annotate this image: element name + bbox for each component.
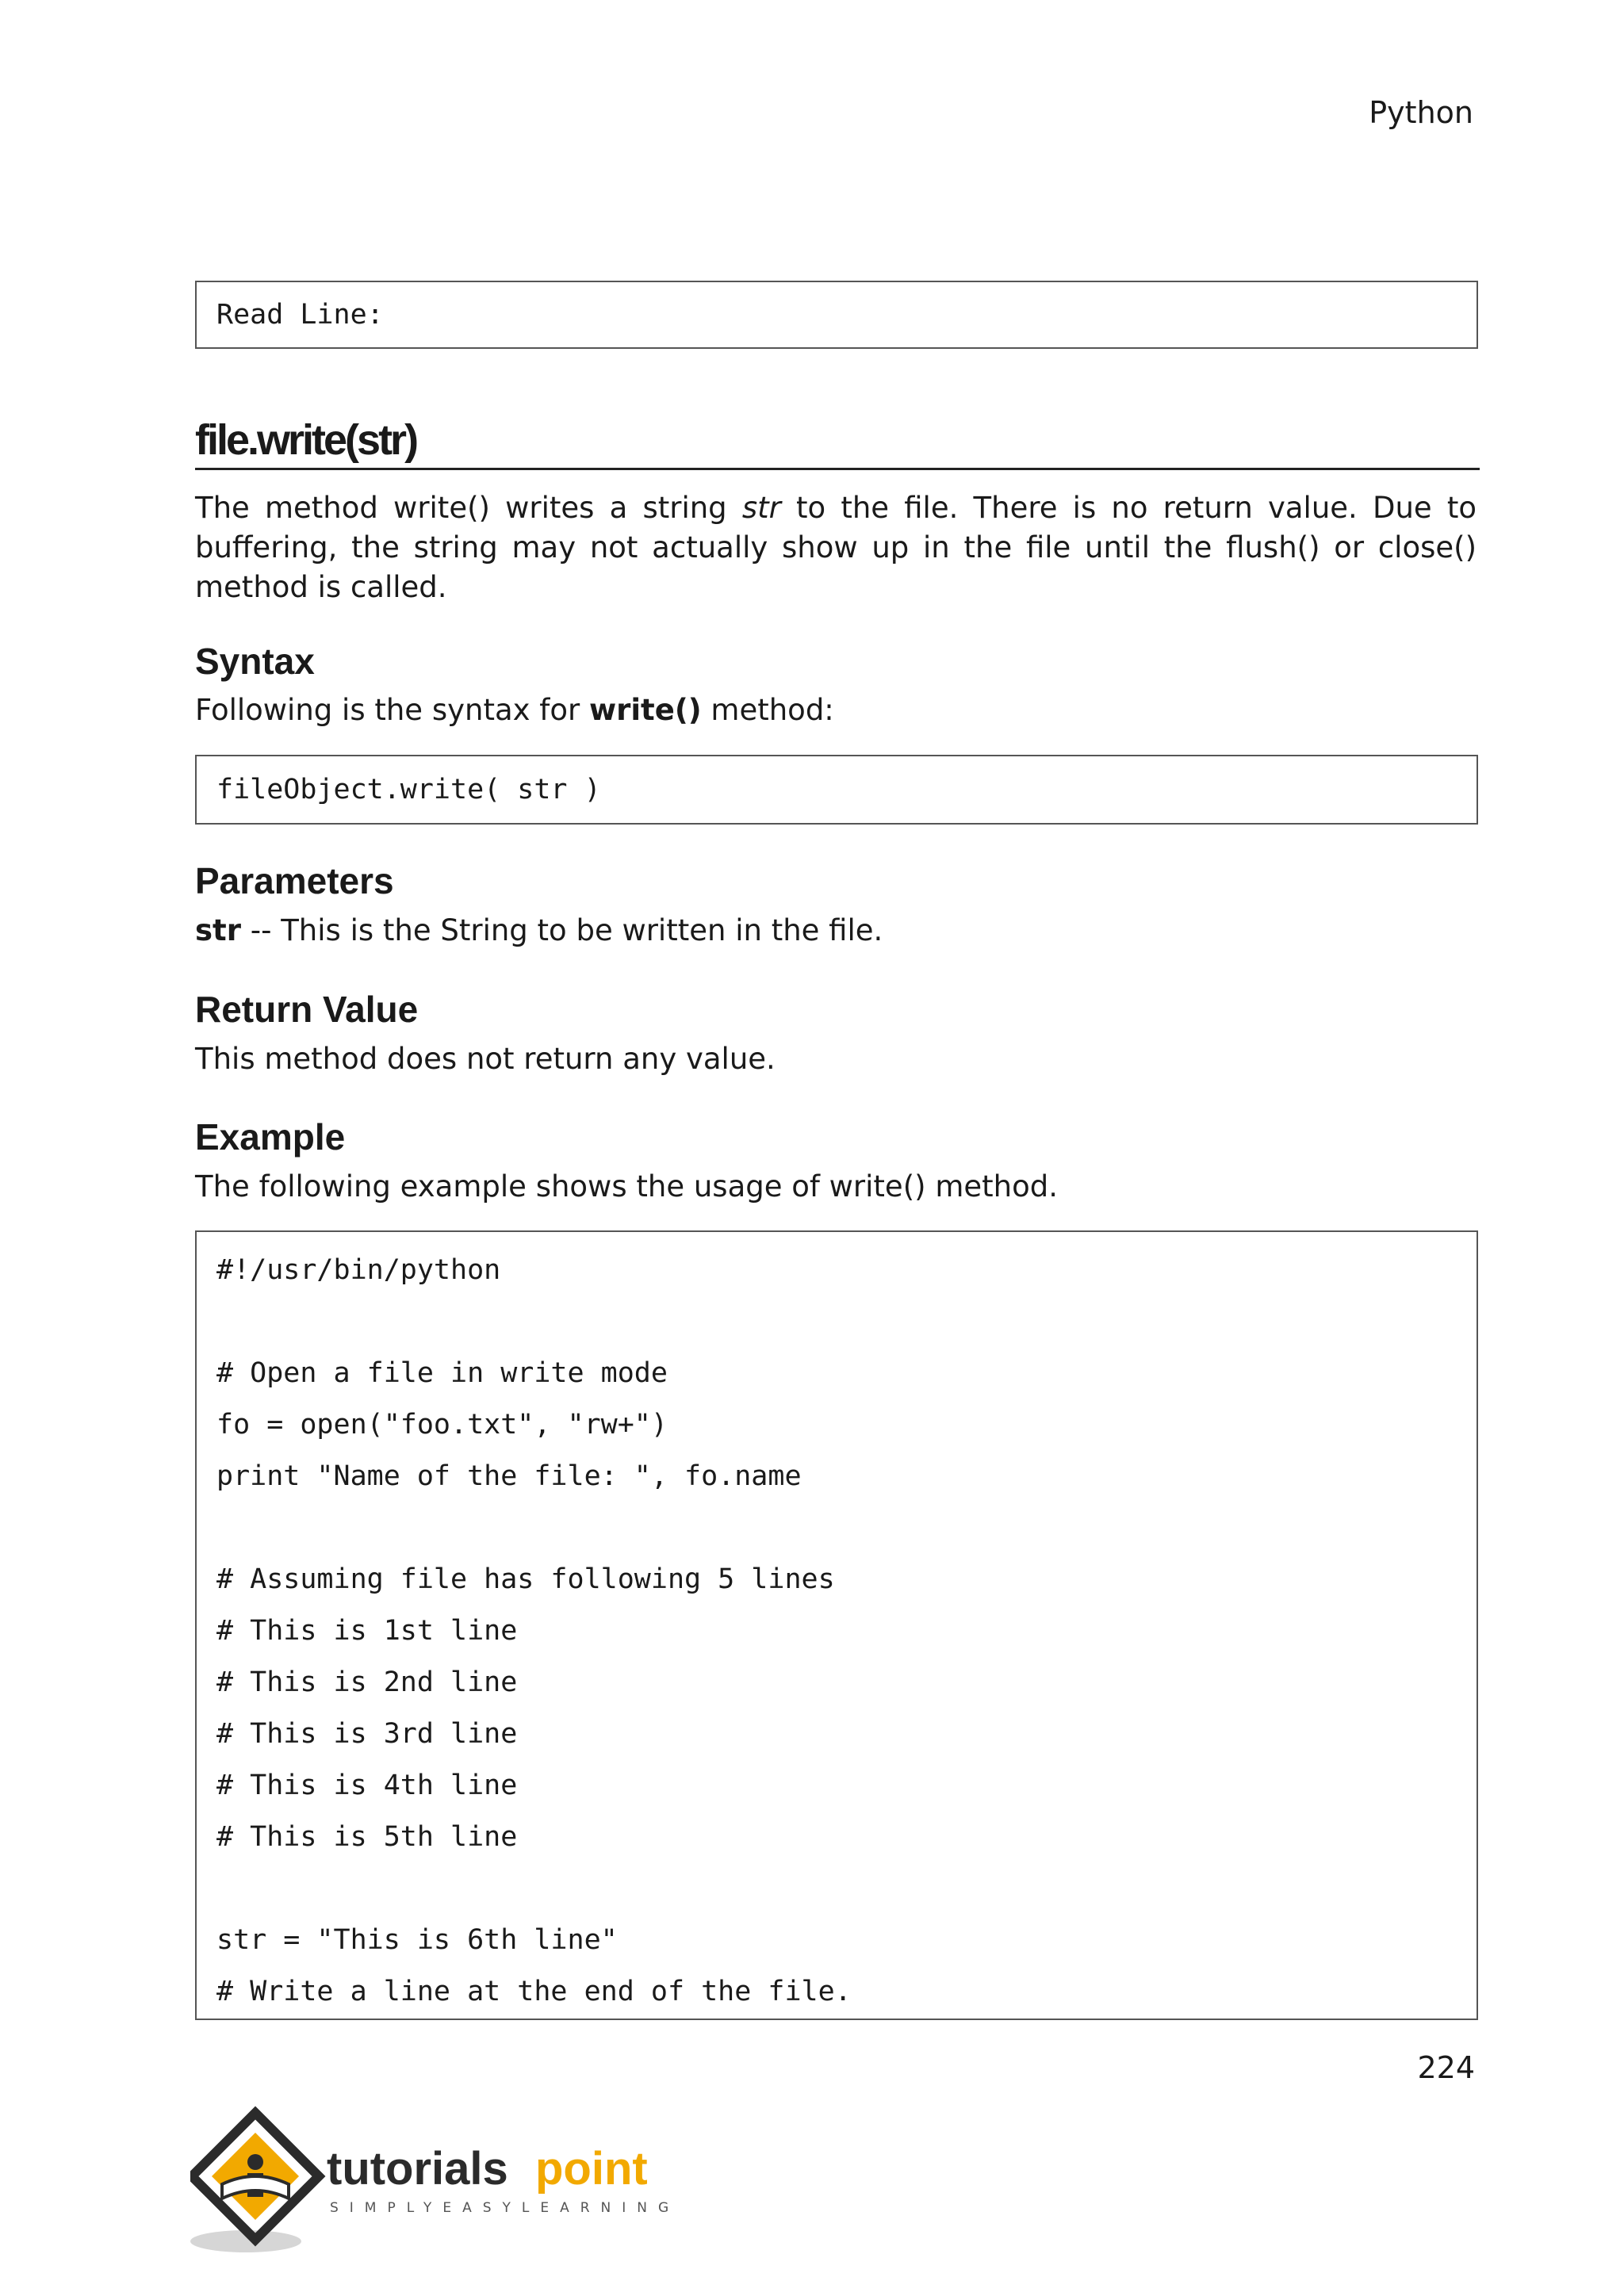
param-desc: -- This is the String to be written in the file. [240, 913, 883, 947]
syntax-desc-tail: method: [701, 693, 834, 727]
parameters-heading: Parameters [195, 860, 394, 901]
code-line [216, 1502, 1457, 1554]
logo-icon [190, 2105, 714, 2263]
parameters-desc [195, 911, 883, 951]
syntax-heading: Syntax [195, 641, 315, 682]
read-line-code: Read Line: [216, 298, 384, 331]
code-line [216, 1296, 1457, 1348]
return-value-text: This method does not return any value. [195, 1042, 776, 1076]
syntax-code-box [195, 755, 1478, 825]
page-number: 224 [1417, 2050, 1475, 2085]
read-line-code-box [195, 281, 1478, 349]
syntax-desc-bold: write() [588, 693, 702, 727]
intro-text-1: The method write() writes a string [195, 491, 742, 525]
code-line: # This is 4th line [216, 1770, 518, 1801]
section-title: file.write(str) [195, 415, 1480, 470]
code-line: #!/usr/bin/python [216, 1254, 501, 1286]
section-intro [195, 488, 1477, 607]
example-heading: Example [195, 1116, 346, 1158]
example-text: The following example shows the usage of write() method. [195, 1169, 1058, 1203]
code-line: str = "This is 6th line" [216, 1924, 618, 1956]
syntax-desc-text: Following is the syntax for [195, 693, 589, 727]
logo-wordmark-part1: tutorials [327, 2143, 508, 2195]
code-line: # This is 2nd line [216, 1667, 518, 1698]
logo-wordmark-part2: point [535, 2143, 648, 2195]
syntax-desc [195, 691, 834, 730]
code-line: # Write a line at the end of the file. [216, 1976, 852, 2007]
code-line: print "Name of the file: ", fo.name [216, 1460, 802, 1492]
code-line: # This is 3rd line [216, 1718, 518, 1750]
intro-str-italic: str [741, 491, 781, 525]
return-value-heading: Return Value [195, 989, 419, 1030]
logo-tagline: SIMPLYEASYLEARNING [330, 2200, 680, 2216]
intro-text-2: to the file. There is no return value. Due to buffering, the string may not actually show up in the file until the flush() or close() method is called. [195, 491, 1477, 604]
code-line: fo = open("foo.txt", "rw+") [216, 1409, 668, 1441]
code-line: # Open a file in write mode [216, 1357, 668, 1389]
syntax-code: fileObject.write( str ) [216, 773, 601, 806]
example-code-box [195, 1230, 1478, 2020]
code-line [216, 1863, 1457, 1915]
code-line: # This is 5th line [216, 1821, 518, 1853]
page-header-title: Python [1369, 95, 1473, 130]
param-name: str [195, 913, 241, 947]
tutorialspoint-logo [190, 2105, 714, 2263]
code-line: # This is 1st line [216, 1615, 518, 1647]
code-line: # Assuming file has following 5 lines [216, 1563, 835, 1595]
